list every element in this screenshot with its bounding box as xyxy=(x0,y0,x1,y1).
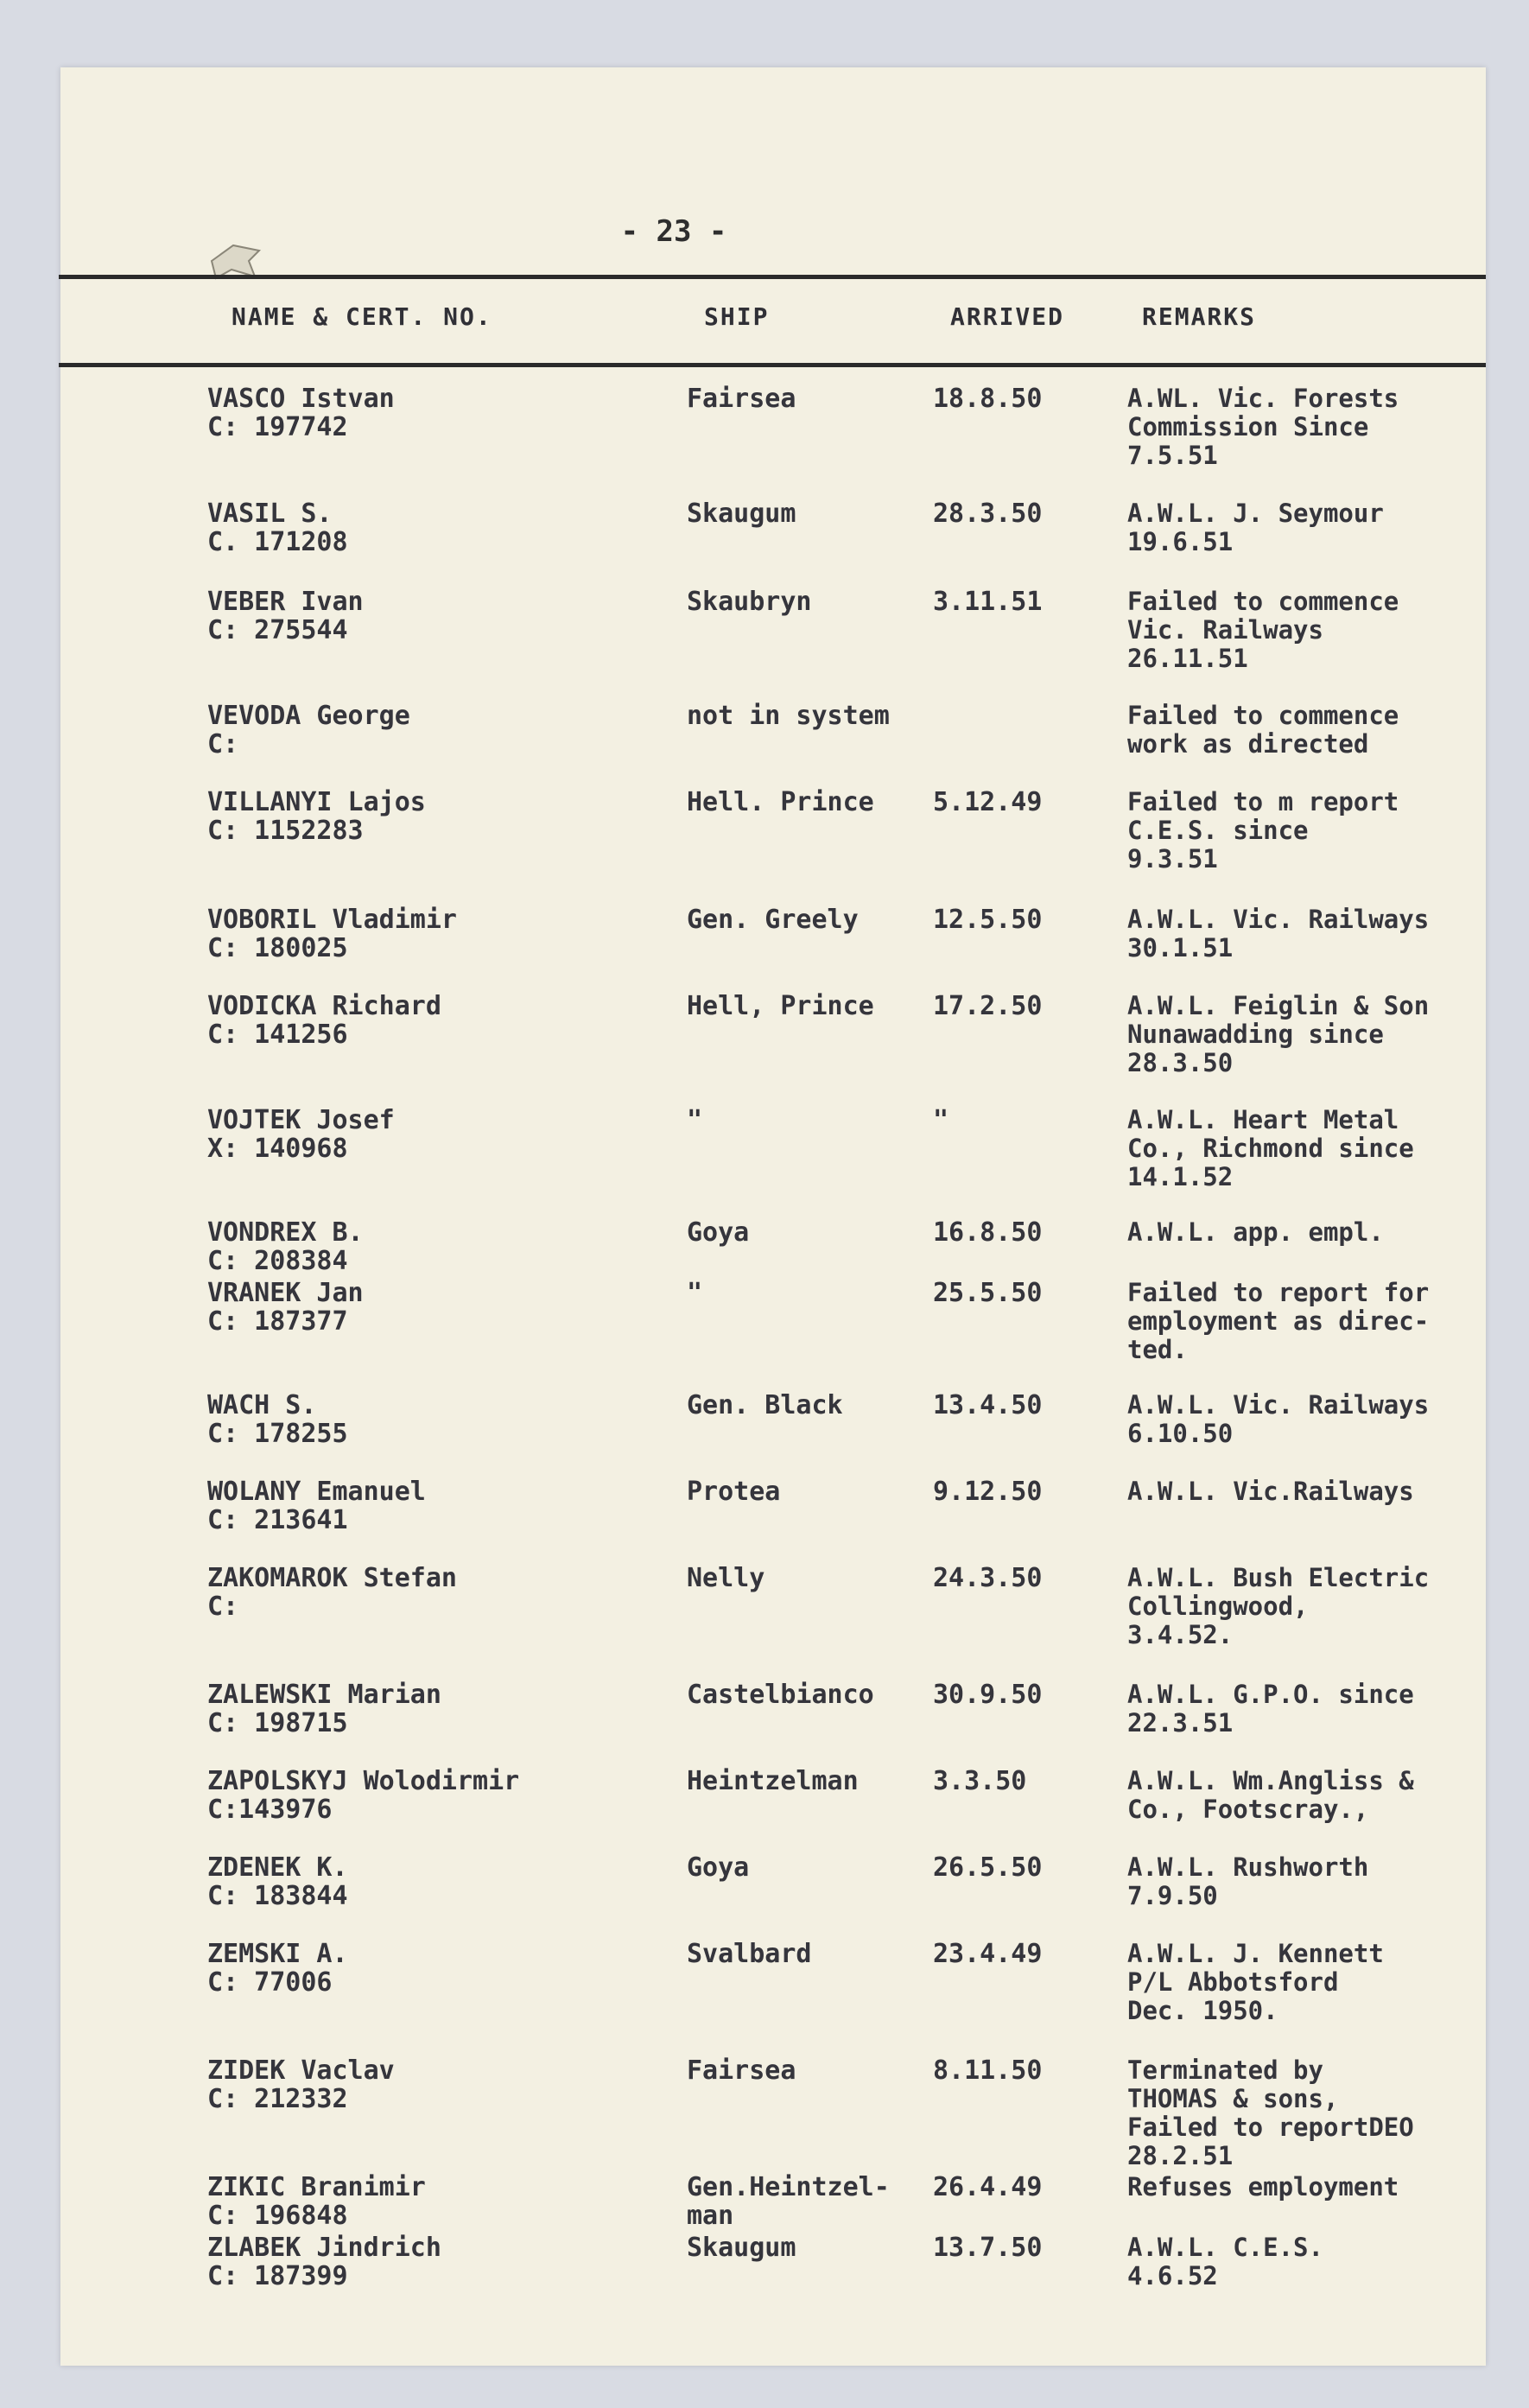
person-name: ZAPOLSKYJ Wolodirmir xyxy=(207,1766,520,1796)
cert-number: C: 141256 xyxy=(207,1020,348,1050)
person-name: VASCO Istvan xyxy=(207,384,395,414)
cert-number: C: 197742 xyxy=(207,412,348,442)
entry-name xyxy=(207,1218,657,1275)
arrival-date: " xyxy=(933,1105,949,1135)
arrival-date: 12.5.50 xyxy=(933,905,1043,935)
entry-name xyxy=(207,905,657,963)
person-name: VOJTEK Josef xyxy=(207,1105,395,1135)
entry-name xyxy=(207,788,657,845)
header-rule-top xyxy=(59,275,1486,279)
ship-name: Svalbard xyxy=(687,1939,812,1969)
remarks-text: A.W.L. app. empl. xyxy=(1127,1217,1384,1247)
cert-number: C: xyxy=(207,1592,239,1622)
arrival-date: 26.4.49 xyxy=(933,2172,1043,2202)
ship-name: Fairsea xyxy=(687,384,796,414)
cert-number: C: 196848 xyxy=(207,2201,348,2231)
entry-name xyxy=(207,1564,657,1621)
cert-number: C:143976 xyxy=(207,1795,333,1825)
entry-name xyxy=(207,1477,657,1534)
remarks-text: A.W.L. J. Kennett P/L Abbotsford Dec. 1950. xyxy=(1127,1939,1384,2025)
entry-name xyxy=(207,1391,657,1448)
arrival-date: 26.5.50 xyxy=(933,1852,1043,1883)
entry-name xyxy=(207,1853,657,1910)
ship-name: Fairsea xyxy=(687,2055,796,2086)
entry-name xyxy=(207,1767,657,1824)
cert-number: C: 77006 xyxy=(207,1967,333,1998)
cert-number: X: 140968 xyxy=(207,1134,348,1164)
ship-name: not in system xyxy=(687,701,890,731)
entry-name xyxy=(207,702,657,759)
person-name: VONDREX B. xyxy=(207,1217,364,1248)
cert-number: C: 178255 xyxy=(207,1419,348,1449)
remarks-text: A.WL. Vic. Forests Commission Since 7.5.51 xyxy=(1127,384,1399,470)
arrival-date: 23.4.49 xyxy=(933,1939,1043,1969)
ship-name: Protea xyxy=(687,1477,781,1507)
cert-number: C: 213641 xyxy=(207,1505,348,1535)
cert-number: C: 1152283 xyxy=(207,816,364,846)
cert-number: C. 171208 xyxy=(207,527,348,557)
person-name: VILLANYI Lajos xyxy=(207,787,426,817)
ship-name: " xyxy=(687,1105,703,1135)
ship-name: Hell. Prince xyxy=(687,787,874,817)
arrival-date: 24.3.50 xyxy=(933,1563,1043,1593)
arrival-date: 13.4.50 xyxy=(933,1390,1043,1420)
remarks-text: A.W.L. Wm.Angliss & Co., Footscray., xyxy=(1127,1766,1414,1824)
person-name: WOLANY Emanuel xyxy=(207,1477,426,1507)
remarks-text: Terminated by THOMAS & sons, Failed to reportDEO 28.2.51 xyxy=(1127,2055,1414,2170)
cert-number: C: 275544 xyxy=(207,615,348,645)
ship-name: Skaugum xyxy=(687,2233,796,2263)
page-number: - 23 - xyxy=(620,214,727,249)
person-name: ZAKOMAROK Stefan xyxy=(207,1563,457,1593)
ship-name: Castelbianco xyxy=(687,1680,874,1710)
remarks-text: A.W.L. Vic.Railways xyxy=(1127,1477,1414,1506)
ship-name: Skaugum xyxy=(687,499,796,529)
remarks-text: Failed to report for employment as direc- ted. xyxy=(1127,1278,1430,1364)
entry-name xyxy=(207,1681,657,1738)
arrival-date: 8.11.50 xyxy=(933,2055,1043,2086)
column-header-arrived: ARRIVED xyxy=(950,302,1065,331)
cert-number: C: 208384 xyxy=(207,1246,348,1276)
arrival-date: 17.2.50 xyxy=(933,991,1043,1021)
person-name: VEBER Ivan xyxy=(207,587,364,617)
entry-name xyxy=(207,499,657,556)
remarks-text: Failed to m report C.E.S. since 9.3.51 xyxy=(1127,787,1399,874)
remarks-text: A.W.L. J. Seymour 19.6.51 xyxy=(1127,499,1384,556)
remarks-text: A.W.L. Vic. Railways 30.1.51 xyxy=(1127,905,1430,963)
person-name: VEVODA George xyxy=(207,701,410,731)
column-header-remarks: REMARKS xyxy=(1142,302,1257,331)
arrival-date: 3.3.50 xyxy=(933,1766,1027,1796)
person-name: VODICKA Richard xyxy=(207,991,441,1021)
ship-name: Gen. Greely xyxy=(687,905,859,935)
cert-number: C: 187377 xyxy=(207,1306,348,1337)
arrival-date: 28.3.50 xyxy=(933,499,1043,529)
remarks-text: A.W.L. Vic. Railways 6.10.50 xyxy=(1127,1390,1430,1448)
remarks-text: A.W.L. Rushworth 7.9.50 xyxy=(1127,1852,1369,1910)
ship-name: Goya xyxy=(687,1217,750,1248)
person-name: VOBORIL Vladimir xyxy=(207,905,457,935)
entry-name xyxy=(207,2233,657,2290)
ship-name: Heintzelman xyxy=(687,1766,859,1796)
entry-name xyxy=(207,1940,657,1997)
person-name: VASIL S. xyxy=(207,499,333,529)
entry-name xyxy=(207,2056,657,2113)
person-name: ZLABEK Jindrich xyxy=(207,2233,441,2263)
ship-name: Skaubryn xyxy=(687,587,812,617)
person-name: ZALEWSKI Marian xyxy=(207,1680,441,1710)
ship-name: Gen. Black xyxy=(687,1390,843,1420)
remarks-text: Failed to commence work as directed xyxy=(1127,701,1399,759)
arrival-date: 30.9.50 xyxy=(933,1680,1043,1710)
ship-name: Goya xyxy=(687,1852,750,1883)
person-name: ZIDEK Vaclav xyxy=(207,2055,395,2086)
arrival-date: 25.5.50 xyxy=(933,1278,1043,1308)
cert-number: C: xyxy=(207,729,239,759)
ship-name: Nelly xyxy=(687,1563,765,1593)
entry-name xyxy=(207,588,657,645)
arrival-date: 13.7.50 xyxy=(933,2233,1043,2263)
arrival-date: 9.12.50 xyxy=(933,1477,1043,1507)
person-name: WACH S. xyxy=(207,1390,317,1420)
cert-number: C: 180025 xyxy=(207,933,348,963)
remarks-text: A.W.L. Feiglin & Son Nunawadding since 28.3.50 xyxy=(1127,991,1430,1077)
remarks-text: A.W.L. Heart Metal Co., Richmond since 14.1.52 xyxy=(1127,1105,1414,1191)
arrival-date: 18.8.50 xyxy=(933,384,1043,414)
column-header-name: NAME & CERT. NO. xyxy=(232,302,492,331)
person-name: ZEMSKI A. xyxy=(207,1939,348,1969)
cert-number: C: 198715 xyxy=(207,1708,348,1738)
header-rule-bottom xyxy=(59,363,1486,367)
entry-name xyxy=(207,384,657,442)
ship-name: Hell, Prince xyxy=(687,991,874,1021)
arrival-date: 3.11.51 xyxy=(933,587,1043,617)
cert-number: C: 212332 xyxy=(207,2084,348,2114)
entry-name xyxy=(207,992,657,1049)
entry-name xyxy=(207,1279,657,1336)
cert-number: C: 183844 xyxy=(207,1881,348,1911)
person-name: ZIKIC Branimir xyxy=(207,2172,426,2202)
entry-name xyxy=(207,2173,657,2230)
remarks-text: A.W.L. G.P.O. since 22.3.51 xyxy=(1127,1680,1414,1738)
remarks-text: A.W.L. C.E.S. 4.6.52 xyxy=(1127,2233,1323,2290)
remarks-text: A.W.L. Bush Electric Collingwood, 3.4.52. xyxy=(1127,1563,1430,1649)
arrival-date: 5.12.49 xyxy=(933,787,1043,817)
ship-name: " xyxy=(687,1278,703,1308)
remarks-text: Refuses employment xyxy=(1127,2172,1399,2202)
person-name: ZDENEK K. xyxy=(207,1852,348,1883)
person-name: VRANEK Jan xyxy=(207,1278,364,1308)
ship-name: Gen.Heintzel- man xyxy=(687,2172,890,2231)
column-header-ship: SHIP xyxy=(704,302,770,331)
remarks-text: Failed to commence Vic. Railways 26.11.51 xyxy=(1127,587,1399,673)
cert-number: C: 187399 xyxy=(207,2261,348,2291)
entry-name xyxy=(207,1106,657,1163)
arrival-date: 16.8.50 xyxy=(933,1217,1043,1248)
